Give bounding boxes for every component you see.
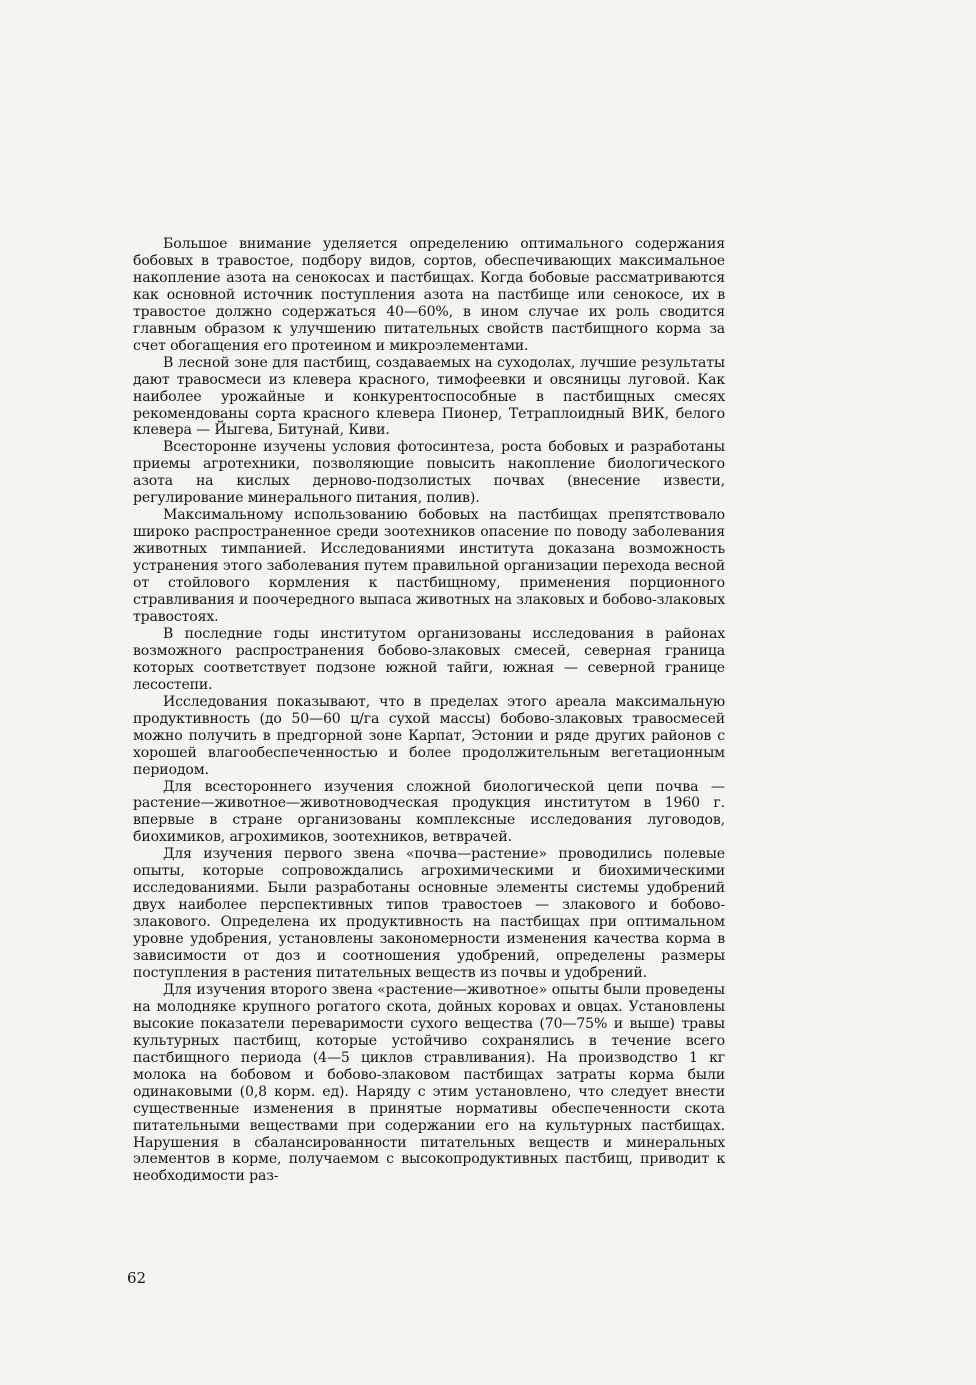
paragraph: В лесной зоне для пастбищ, создаваемых на суходолах, лучшие результаты дают травосмеси из клевера красного, тимофеевки и овсяницы луговой. Как наиболее урожайные и конкурентоспособные в пастбищных смесях рекомендованы сорта красного клевера Пионер, Тетраплоидный ВИК, белого клевера — Йыгева, Битунай, Киви. bbox=[133, 354, 725, 439]
paragraph: Всесторонне изучены условия фотосинтеза, роста бобовых и разработаны приемы агротехники, позволяющие повысить накопление биологического азота на кислых дерново-подзолистых почвах (внесение извести, регулирование минерального питания, полив). bbox=[133, 439, 725, 507]
paragraph: В последние годы институтом организованы исследования в районах возможного распространения бобово-злаковых смесей, северная граница которых соответствует подзоне южной тайги, южная — северной границе лесостепи. bbox=[133, 625, 725, 693]
body-text bbox=[133, 236, 725, 1185]
paragraph: Большое внимание уделяется определению оптимального содержания бобовых в травостое, подбору видов, сортов, обеспечивающих максимальное накопление азота на сенокосах и пастбищах. Когда бобовые рассматриваются как основной источник поступления азота на пастбище или сенокосе, их в травостое должно содержаться 40—60%, в ином случае их роль сводится главным образом к улучшению питательных свойств пастбищного корма за счет обогащения его протеином и микроэлементами. bbox=[133, 236, 725, 354]
paragraph: Для изучения второго звена «растение—животное» опыты были проведены на молодняке крупного рогатого скота, дойных коровах и овцах. Установлены высокие показатели переваримости сухого вещества (70—75% и выше) травы культурных пастбищ, которые устойчиво сохранялись в течение всего пастбищного периода (4—5 циклов стравливания). На производство 1 кг молока на бобовом и бобово-злаковом пастбищах затраты корма были одинаковыми (0,8 корм. ед). Наряду с этим установлено, что следует внести существенные изменения в принятые нормативы обеспеченности скота питательными веществами при содержании его на культурных пастбищах. Нарушения в сбалансированности питательных веществ и минеральных элементов в корме, получаемом с высокопродуктивных пастбищ, приводит к необходимости раз- bbox=[133, 981, 725, 1185]
paragraph: Для изучения первого звена «почва—растение» проводились полевые опыты, которые сопровождались агрохимическими и биохимическими исследованиями. Были разработаны основные элементы системы удобрений двух наиболее перспективных типов травостоев — злакового и бобово-злакового. Определена их продуктивность на пастбищах при оптимальном уровне удобрения, установлены закономерности изменения качества корма в зависимости от доз и соотношения удобрений, определены размеры поступления в растения питательных веществ из почвы и удобрений. bbox=[133, 846, 725, 981]
paragraph: Для всестороннего изучения сложной биологической цепи почва — растение—животное—животноводческая продукция институтом в 1960 г. впервые в стране организованы комплексные исследования луговодов, биохимиков, агрохимиков, зоотехников, ветврачей. bbox=[133, 778, 725, 846]
page-number: 62 bbox=[127, 1269, 147, 1287]
paragraph: Исследования показывают, что в пределах этого ареала максимальную продуктивность (до 50—60 ц/га сухой массы) бобово-злаковых травосмесей можно получить в предгорной зоне Карпат, Эстонии и ряде других районов с хорошей влагообеспеченностью и более продолжительным вегетационным периодом. bbox=[133, 693, 725, 778]
paragraph: Максимальному использованию бобовых на пастбищах препятствовало широко распространенное среди зоотехников опасение по поводу заболевания животных тимпанией. Исследованиями института доказана возможность устранения этого заболевания путем правильной организации перехода весной от стойлового кормления к пастбищному, применения порционного стравливания и поочередного выпаса животных на злаковых и бобово-злаковых травостоях. bbox=[133, 507, 725, 625]
